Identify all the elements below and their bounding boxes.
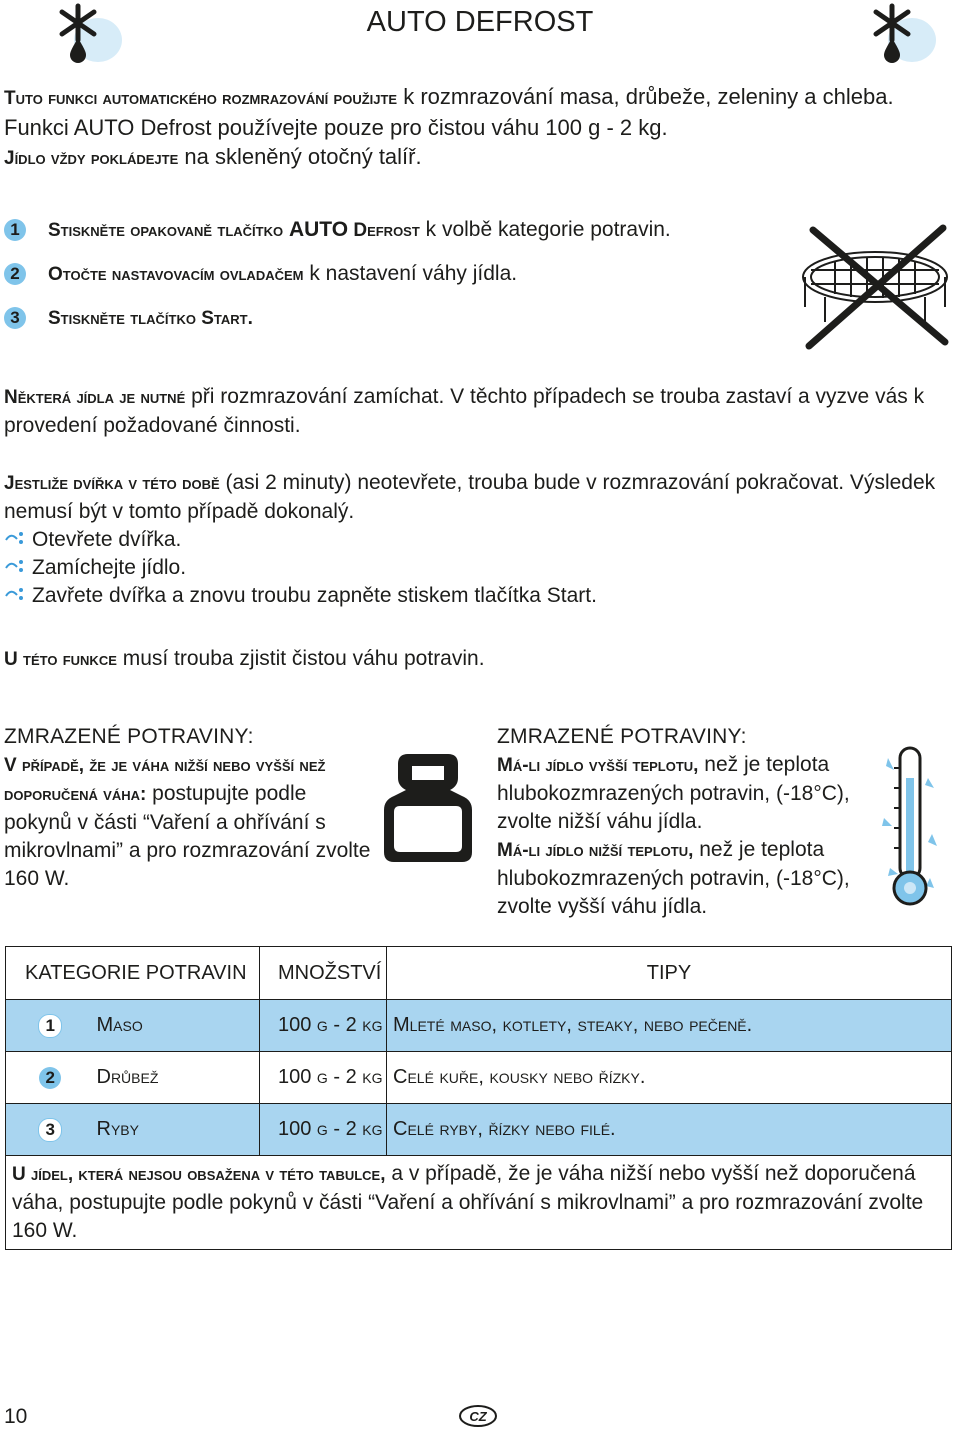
row-category: Maso bbox=[95, 1000, 260, 1052]
frozen-food-right bbox=[497, 723, 867, 921]
frozen-caps: Má-li jídlo vyšší teplotu, bbox=[497, 755, 699, 776]
row-tips: Celé ryby, řízky nebo filé. bbox=[387, 1104, 952, 1156]
frozen-title: ZMRAZENÉ POTRAVINY: bbox=[4, 725, 254, 748]
frozen-caps: V případě, že je váha nižší nebo vyšší než doporučená váha: bbox=[4, 755, 326, 805]
frozen-rest: než je teplota hlubokozmrazených potravin, (-18°C), zvolte nižší váhu jídla. bbox=[497, 753, 850, 833]
row-amount: 100 g - 2 kg bbox=[260, 1104, 387, 1156]
row-category: Ryby bbox=[95, 1104, 260, 1156]
frozen-rest: než je teplota hlubokozmrazených potravin, (-18°C), zvolte vyšší váhu jídla. bbox=[497, 838, 850, 918]
step-number-badge: 2 bbox=[4, 263, 26, 285]
bullet-text: Otevřete dvířka. bbox=[32, 528, 182, 551]
row-category: Drůbež bbox=[95, 1052, 260, 1104]
row-number-cell bbox=[6, 1052, 95, 1104]
table-header-row bbox=[6, 947, 952, 1000]
weight-icon bbox=[378, 748, 478, 873]
step-3 bbox=[4, 303, 253, 333]
intro-caps-3: Jídlo vždy pokládejte bbox=[4, 148, 179, 169]
country-code: CZ bbox=[469, 1409, 487, 1424]
row-amount: 100 g - 2 kg bbox=[260, 1052, 387, 1104]
note-stirring bbox=[4, 383, 944, 440]
step-caps: Stiskněte opakovaně tlačítko bbox=[48, 220, 284, 241]
note-door bbox=[4, 469, 944, 610]
row-number-badge: 2 bbox=[39, 1067, 61, 1089]
step-1 bbox=[4, 215, 671, 245]
note-rest: při rozmrazování zamíchat. V těchto případech se trouba zastaví a vyzve vás k provedení požadované činnosti. bbox=[4, 385, 925, 437]
col-header-category: KATEGORIE POTRAVIN bbox=[6, 947, 260, 1000]
frozen-thermometer-icon bbox=[870, 738, 950, 923]
step-rest: k nastavení váhy jídla. bbox=[303, 262, 518, 285]
frozen-title: ZMRAZENÉ POTRAVINY: bbox=[497, 725, 747, 748]
col-header-amount: MNOŽSTVÍ bbox=[260, 947, 387, 1000]
intro-rest-3: na skleněný otočný talíř. bbox=[178, 144, 422, 169]
food-category-table bbox=[5, 946, 952, 1250]
row-number-cell bbox=[6, 1104, 95, 1156]
page-number: 10 bbox=[4, 1405, 28, 1428]
step-caps-b: AUTO bbox=[288, 218, 349, 241]
step-caps-c: Defrost bbox=[348, 220, 420, 241]
intro-text bbox=[4, 82, 944, 173]
table-footer-note bbox=[6, 1156, 952, 1250]
bullet-item bbox=[4, 526, 944, 554]
row-number-badge: 1 bbox=[38, 1014, 62, 1038]
row-number-badge: 3 bbox=[38, 1118, 62, 1142]
intro-caps: Tuto funkci automatického rozmrazování použijte bbox=[4, 88, 398, 109]
page-title: AUTO DEFROST bbox=[366, 6, 594, 38]
defrost-snowflake-icon-right bbox=[852, 0, 942, 73]
note-rest: (asi 2 minuty) neotevřete, trouba bude v rozmrazování pokračovat. Výsledek nemusí být v tomto případě dokonalý. bbox=[4, 471, 936, 523]
step-number-badge: 3 bbox=[4, 307, 26, 329]
bullet-text: Zavřete dvířka a znovu troubu zapněte stiskem tlačítka Start. bbox=[32, 584, 597, 607]
note-net-weight bbox=[4, 645, 944, 674]
step-caps: Otočte nastavovacím ovladačem bbox=[48, 264, 304, 285]
action-arrow-icon bbox=[4, 554, 32, 582]
bullet-item bbox=[4, 582, 944, 610]
action-arrow-icon bbox=[4, 582, 32, 610]
note-caps: Některá jídla je nutné bbox=[4, 387, 186, 408]
no-rack-icon bbox=[795, 222, 955, 357]
row-tips: Celé kuře, kousky nebo řízky. bbox=[387, 1052, 952, 1104]
col-header-tips: TIPY bbox=[387, 947, 952, 1000]
note-caps: U této funkce bbox=[4, 649, 117, 670]
bullet-item bbox=[4, 554, 944, 582]
footer-caps: U jídel, která nejsou obsažena v této tabulce, bbox=[12, 1164, 386, 1185]
frozen-caps: Má-li jídlo nižší teplotu, bbox=[497, 840, 694, 861]
intro-rest: k rozmrazování masa, drůbeže, zeleniny a chleba. bbox=[397, 84, 894, 109]
step-caps: Stiskněte tlačítko Start. bbox=[48, 308, 253, 329]
row-number-cell bbox=[6, 1000, 95, 1052]
intro-line2: Funkci AUTO Defrost používejte pouze pro čistou váhu 100 g - 2 kg. bbox=[4, 115, 668, 140]
action-arrow-icon bbox=[4, 526, 32, 554]
note-caps: Jestliže dvířka v této době bbox=[4, 473, 220, 494]
step-number-badge: 1 bbox=[4, 219, 26, 241]
bullet-text: Zamíchejte jídlo. bbox=[32, 556, 187, 579]
table-row bbox=[6, 1104, 952, 1156]
table-row bbox=[6, 1000, 952, 1052]
row-tips: Mleté maso, kotlety, steaky, nebo pečeně. bbox=[387, 1000, 952, 1052]
row-amount: 100 g - 2 kg bbox=[260, 1000, 387, 1052]
table-row bbox=[6, 1052, 952, 1104]
step-rest: k volbě kategorie potravin. bbox=[419, 218, 671, 241]
table-footer-row bbox=[6, 1156, 952, 1250]
note-rest: musí trouba zjistit čistou váhu potravin. bbox=[116, 647, 485, 670]
frozen-food-left bbox=[4, 723, 372, 893]
footer-rest: a v případě, že je váha nižší nebo vyšší než doporučená váha, postupujte podle pokynů v části “Vaření a ohřívání s mikrovlnami” a pro rozmrazování zvolte 160 W. bbox=[12, 1162, 924, 1242]
step-2 bbox=[4, 259, 517, 289]
frozen-rest: postupujte podle pokynů v části “Vaření a ohřívání s mikrovlnami” a pro rozmrazování zvolte 160 W. bbox=[4, 782, 371, 890]
